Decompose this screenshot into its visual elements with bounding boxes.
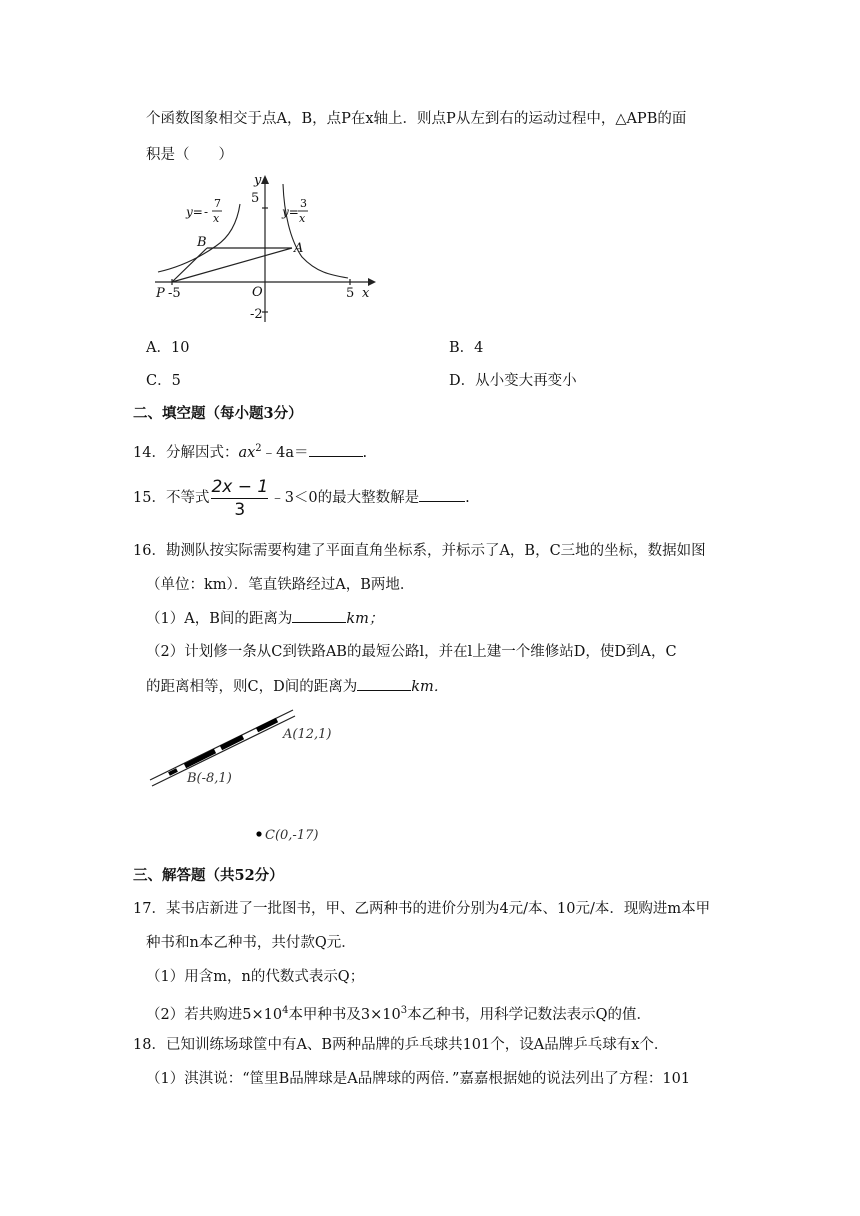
graph-func-left-prefix: y= [186, 205, 203, 219]
q13-stem-line2: 积是（ ） [146, 147, 233, 163]
q16-part1 [146, 608, 383, 629]
graph-y-top-tick: 5 [251, 191, 260, 206]
q17-part2-sup1: 4 [282, 1005, 289, 1016]
q15 [133, 474, 470, 522]
q16-label-b: B(-8,1) [187, 771, 232, 786]
q18-line1: 18．已知训练场球筐中有A、B两种品牌的乒乓球共101个，设A品牌乒乓球有x个． [133, 1037, 669, 1053]
q16-label-c: C(0,-17) [265, 828, 319, 843]
option-a: A．10 [146, 340, 190, 356]
graph-func-left-sign: - [204, 205, 209, 219]
q16-line1: 16．勘测队按实际需要构建了平面直角坐标系，并标示了A，B，C三地的坐标，数据如图 [133, 543, 706, 559]
q17-line1: 17．某书店新进了一批图书，甲、乙两种书的进价分别为4元/本、10元/本．现购进m本甲 [133, 901, 711, 917]
graph-func-right-prefix: y= [282, 205, 299, 219]
q15-end: . [465, 490, 470, 506]
section-2-heading: 二、填空题（每小题3分） [133, 405, 303, 422]
q16-part2-text: 的距离相等，则C，D间的距离为 [146, 679, 358, 695]
q15-fraction [211, 476, 268, 521]
option-c: C．5 [146, 373, 181, 389]
graph-x-left-tick: -5 [168, 286, 181, 301]
q14-end: . [362, 444, 368, 461]
q17-part2-a: （2）若共购进5×10 [146, 1006, 283, 1023]
q14-answer-blank[interactable] [309, 442, 363, 457]
graph-point-b: B [197, 235, 207, 250]
q14-expr-rest: ﹣4a＝ [261, 444, 309, 461]
q17-part1: （1）用含m，n的代数式表示Q； [146, 969, 365, 985]
q17-part2-c: 本乙种书，用科学记数法表示Q的值． [407, 1006, 652, 1023]
q17-line2: 种书和n本乙种书，共付款Q元． [146, 935, 356, 951]
graph-y-bottom-tick: -2 [250, 307, 263, 322]
q16-line2: （单位：km）．笔直铁路经过A，B两地． [146, 577, 415, 593]
q13-stem-line1: 个函数图象相交于点A，B，点P在x轴上．则点P从左到右的运动过程中，△APB的面 [146, 111, 687, 127]
graph-x-right-tick: 5 [346, 286, 355, 301]
q16-railway-figure [145, 708, 365, 853]
q16-part2-line2 [146, 676, 448, 697]
graph-origin-label: O [252, 285, 263, 300]
q16-part2-line1: （2）计划修一条从C到铁路AB的最短公路l，并在l上建一个维修站D，使D到A，C [146, 644, 677, 660]
q18-part1: （1）淇淇说：“筐里B品牌球是A品牌球的两倍．”嘉嘉根据她的说法列出了方程：101 [146, 1071, 691, 1087]
q14 [133, 439, 367, 463]
q15-rest: ﹣3＜0的最大整数解是 [270, 490, 420, 506]
graph-point-a: A [294, 241, 304, 256]
q16-part1-blank[interactable] [292, 608, 346, 623]
graph-func-left-num: 7 [214, 197, 221, 210]
q14-expr-base: ax [238, 444, 256, 461]
q17-part2 [146, 1001, 651, 1025]
q14-number: 14． [133, 444, 166, 461]
q13-function-graph [150, 172, 390, 332]
q16-part2-unit: km． [411, 679, 449, 695]
graph-func-right-num: 3 [300, 197, 307, 210]
graph-point-p: P [156, 286, 165, 301]
q16-part2-blank[interactable] [357, 676, 411, 691]
q15-number: 15． [133, 490, 166, 506]
q14-text: 分解因式： [165, 444, 239, 461]
q16-part1-text: （1）A，B间的距离为 [146, 611, 293, 627]
graph-func-left-den: x [213, 212, 220, 225]
q15-frac-num: 2x − 1 [211, 476, 269, 497]
option-b: B．4 [449, 340, 484, 356]
q14-expr-exp: 2 [255, 443, 262, 454]
q15-answer-blank[interactable] [419, 487, 465, 502]
graph-x-label: x [362, 286, 370, 301]
graph-y-label: y [254, 173, 262, 188]
q17-part2-b: 本甲种书及3×10 [288, 1006, 401, 1023]
option-d: D．从小变大再变小 [449, 373, 577, 389]
graph-func-right-den: x [299, 212, 306, 225]
q15-frac-den: 3 [234, 499, 246, 520]
q16-part1-unit: km； [346, 611, 384, 627]
q15-text: 不等式 [165, 490, 210, 506]
q17-part2-sup2: 3 [400, 1005, 408, 1016]
q16-label-a: A(12,1) [283, 727, 332, 742]
section-3-heading: 三、解答题（共52分） [133, 867, 284, 884]
